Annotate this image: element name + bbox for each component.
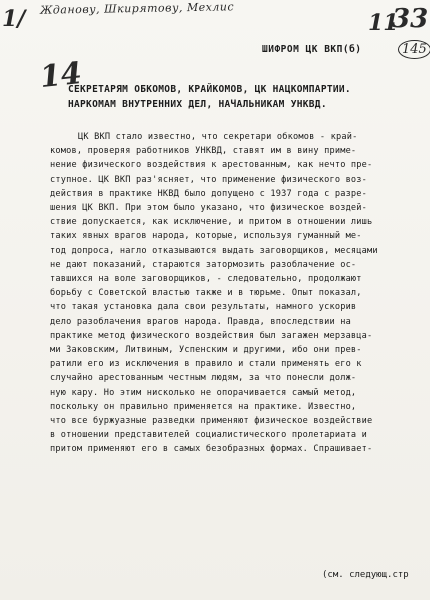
handwritten-mark-right: 11 bbox=[368, 10, 399, 36]
body-line: что такая установка дала свои результаты, намного ускорив bbox=[50, 302, 357, 313]
body-line: тод допроса, нагло отказываются выдать заговорщиков, месяцами bbox=[50, 245, 378, 256]
body-line: нение физического воздействия к арестованным, как нечто пре- bbox=[50, 160, 373, 171]
body-line: случайно арестованным честным людям, за что понесли долж- bbox=[50, 373, 357, 384]
body-line: в отношении представителей социалистического пролетариата и bbox=[50, 430, 368, 441]
handwritten-top-note: Жданову, Шкирятову, Мехлис bbox=[39, 0, 235, 17]
continuation-note: (см. следующ.стр bbox=[322, 570, 409, 580]
body-line: поскольку он правильно применяется на практике. Известно, bbox=[50, 401, 357, 412]
body-line: что все буржуазные разведки применяют физическое воздействие bbox=[50, 416, 373, 427]
body-line: не дают показаний, стараются затормозить разоблачение ос- bbox=[50, 259, 357, 270]
body-line: комов, проверяя работников УНКВД, ставят им в вину приме- bbox=[50, 146, 357, 157]
body-line: таких явных врагов народа, которые, используя гуманный ме- bbox=[50, 231, 362, 242]
body-line: ступное. ЦК ВКП раз'ясняет, что применение физического воз- bbox=[50, 174, 368, 185]
body-line: действия в практике НКВД было допущено с 1937 года с разре- bbox=[50, 188, 368, 199]
handwritten-big-number: 14 bbox=[38, 55, 84, 96]
body-line: тавшихся на воле заговорщиков, - следовательно, продолжают bbox=[50, 274, 362, 285]
addressee-line: СЕКРЕТАРЯМ ОБКОМОВ, КРАЙКОМОВ, ЦК НАЦКОМПАРТИИ. bbox=[68, 84, 351, 95]
body-line: шения ЦК ВКП. При этом было указано, что физическое воздей- bbox=[50, 203, 368, 214]
body-line: ствие допускается, как исключение, и притом в отношении лишь bbox=[50, 217, 373, 228]
handwritten-page-number: 33 bbox=[392, 4, 429, 34]
addressee-block bbox=[68, 82, 418, 112]
handwritten-page-sub: 145 bbox=[398, 40, 430, 59]
addressee-line: НАРКОМАМ ВНУТРЕННИХ ДЕЛ, НАЧАЛЬНИКАМ УНКВД. bbox=[68, 99, 327, 110]
body-line: ную кару. Но этим нисколько не опорачивается самый метод, bbox=[50, 387, 357, 398]
body-line: ратили его из исключения в правило и стали применять его к bbox=[50, 359, 362, 370]
handwritten-mark-left: 1/ bbox=[2, 6, 26, 32]
document-body bbox=[50, 130, 422, 457]
body-line: дело разоблачения врагов народа. Правда, впоследствии на bbox=[50, 316, 351, 327]
body-line: практике метод физического воздействия был загажен мерзавца- bbox=[50, 330, 373, 341]
body-line: притом применяют его в самых безобразных формах. Спрашивает- bbox=[50, 444, 373, 455]
body-line: ми Заковским, Литвиным, Успенским и другими, ибо они прев- bbox=[50, 345, 362, 356]
body-line: борьбу с Советской властью также и в тюрьме. Опыт показал, bbox=[50, 288, 362, 299]
document-header: ШИФРОМ ЦК ВКП(б) bbox=[262, 44, 362, 55]
body-line: ЦК ВКП стало известно, что секретари обкомов - край- bbox=[78, 132, 358, 142]
